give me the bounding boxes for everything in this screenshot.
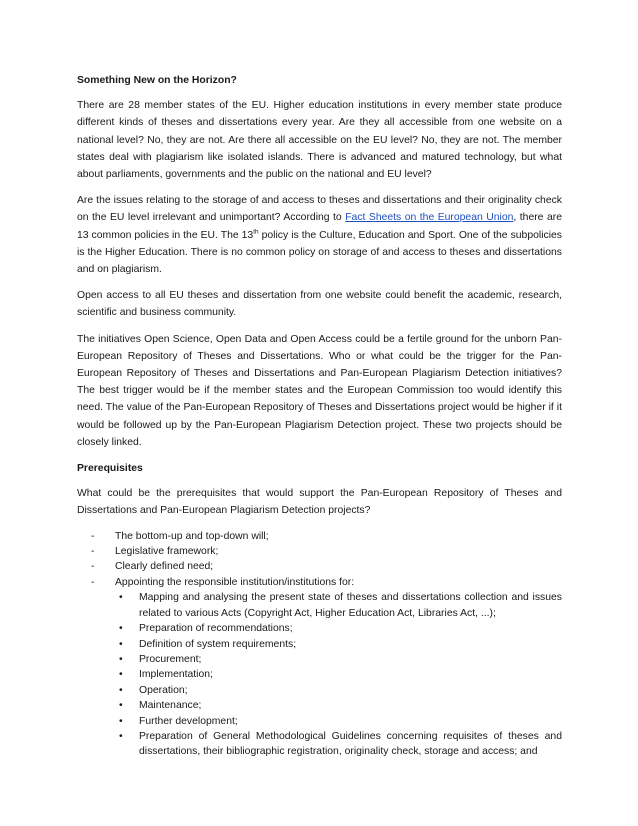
superscript-th: th <box>253 228 259 236</box>
section-heading-horizon: Something New on the Horizon? <box>77 75 237 86</box>
list-item <box>115 652 562 667</box>
bullet-mark: • <box>119 715 123 727</box>
list-item-text: Implementation; <box>139 669 213 681</box>
bullet-mark: • <box>119 623 123 635</box>
list-item-text: Legislative framework; <box>115 546 219 558</box>
prerequisites-list <box>77 529 562 760</box>
list-item-text: Appointing the responsible institution/institutions for: <box>115 576 355 588</box>
list-item-text: Further development; <box>139 715 238 727</box>
paragraph-open-access: Open access to all EU theses and dissertation from one website could benefit the academic, research, scientific and business community. <box>77 290 562 319</box>
paragraph-common-policies <box>77 192 562 278</box>
bullet-mark: • <box>119 592 123 604</box>
responsibilities-sublist <box>115 590 562 759</box>
list-item-text: Mapping and analysing the present state of theses and dissertations collection and issues related to various Acts (Copyright Act, Higher Education Act, Libraries Act, ...); <box>139 592 562 619</box>
section-heading-prerequisites: Prerequisites <box>77 463 143 475</box>
fact-sheets-link[interactable]: Fact Sheets on the European Union <box>345 212 514 224</box>
list-item <box>91 544 562 559</box>
bullet-mark: • <box>119 638 123 650</box>
paragraph-member-states: There are 28 member states of the EU. Higher education institutions in every member state produce different kinds of theses and dissertations every year. Are they all accessible from one website on a national level? No, they are not. Are there all accessible on the EU level? No, they are not. The member states deal with plagiarism like isolated islands. There is advanced and matured technology, but what about parliaments, governments and the public on the national and EU level? <box>77 100 562 181</box>
list-item-text: Clearly defined need; <box>115 561 214 573</box>
list-item <box>91 529 562 544</box>
dash-mark: - <box>91 530 95 542</box>
list-item-text: Procurement; <box>139 653 202 665</box>
bullet-mark: • <box>119 730 123 742</box>
list-item-text: Preparation of General Methodological Guidelines concerning requisites of theses and dissertations, their bibliographic registration, originality check, storage and access; and <box>139 730 562 758</box>
bullet-mark: • <box>119 684 123 696</box>
list-item <box>115 729 562 760</box>
list-item-text: Operation; <box>139 684 188 696</box>
paragraph-text: , there are 13 common policies in the EU. The 13 <box>77 212 562 241</box>
list-item <box>115 698 562 713</box>
list-item-text: Maintenance; <box>139 700 202 712</box>
dash-mark: - <box>91 576 95 588</box>
list-item <box>115 621 562 636</box>
paragraph-text: Are the issues relating to the storage of and access to theses and dissertations and their originality check on the EU level irrelevant and unimportant? According to <box>77 195 562 224</box>
list-item <box>115 667 562 682</box>
list-item <box>115 683 562 698</box>
paragraph-text: policy is the Culture, Education and Sport. One of the subpolicies is the Higher Education. There is no common policy on storage of and access to theses and dissertations and on plagiarism. <box>77 229 562 276</box>
dash-mark: - <box>91 546 95 558</box>
list-item-text: Preparation of recommendations; <box>139 623 293 635</box>
bullet-mark: • <box>119 653 123 665</box>
list-item <box>115 637 562 652</box>
list-item <box>115 590 562 621</box>
list-item-text: Definition of system requirements; <box>139 638 297 650</box>
list-item <box>115 714 562 729</box>
list-item-text: The bottom-up and top-down will; <box>115 530 269 542</box>
paragraph-prerequisites-question: What could be the prerequisites that would support the Pan-European Repository of Theses and Dissertations and Pan-European Plagiarism Detection projects? <box>77 488 562 517</box>
bullet-mark: • <box>119 700 123 712</box>
list-item <box>91 575 562 760</box>
dash-mark: - <box>91 561 95 573</box>
paragraph-initiatives: The initiatives Open Science, Open Data and Open Access could be a fertile ground for the unborn Pan-European Repository of Theses and Dissertations. Who or what could be the trigger for the Pan-European Repository of Theses and Dissertations and Pan-European Plagiarism Detection initiatives? The best trigger would be if the member states and the European Commission too would identify this need. The value of the Pan-European Repository of Theses and Dissertations project would be higher if it would be followed up by the Pan-European Plagiarism Detection project. These two projects should be closely linked. <box>77 333 562 448</box>
bullet-mark: • <box>119 669 123 681</box>
list-item <box>91 559 562 574</box>
